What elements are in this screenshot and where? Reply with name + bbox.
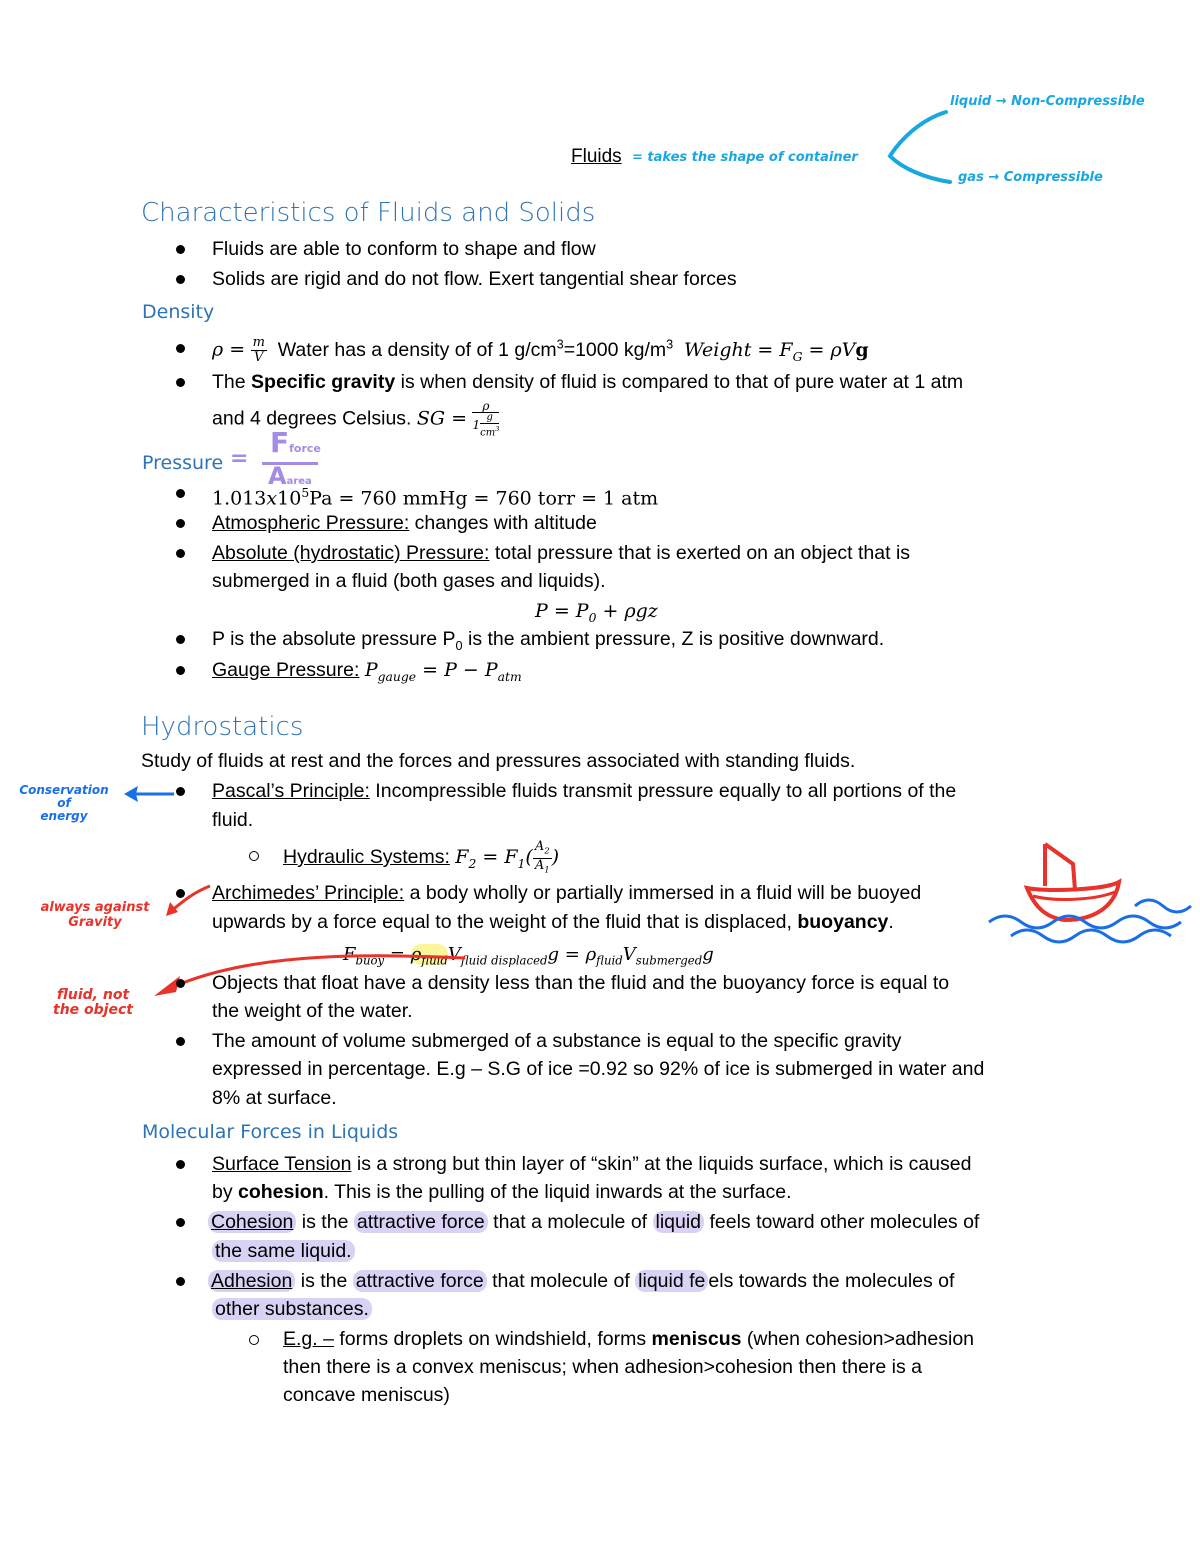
gas-handwritten-note: gas → Compressible	[958, 170, 1103, 185]
list-item: Archimedes’ Principle: a body wholly or partially immersed in a fluid will be buoyed	[212, 882, 922, 904]
list-item-continuation: upwards by a force equal to the weight of the fluid that is displaced, buoyancy.	[212, 911, 894, 933]
list-item: Cohesion is the attractive force that a molecule of liquid feels toward other molecules of	[208, 1208, 979, 1237]
bullet-dot	[176, 549, 185, 558]
bullet-dot	[176, 245, 185, 254]
list-item: Objects that float have a density less than the fluid and the buoyancy force is equal to	[212, 972, 950, 994]
density-fraction: $\frac{m}{V}$	[252, 334, 265, 365]
term-surface-tension: Surface Tension	[212, 1153, 352, 1175]
list-item: The Specific gravity is when density of fluid is compared to that of pure water at 1 atm	[212, 371, 964, 393]
list-item-continuation: other substances.	[212, 1295, 372, 1324]
bullet-dot	[176, 378, 185, 387]
sub-bullet-circle	[249, 1335, 259, 1345]
list-item	[212, 656, 522, 692]
sub-list-item: E.g. – forms droplets on windshield, forms meniscus (when cohesion>adhesion	[283, 1328, 975, 1350]
bullet-dot	[176, 1037, 185, 1046]
list-item: Adhesion is the attractive force that molecule of liquid fe els towards the molecules of	[208, 1267, 954, 1296]
buoyancy-formula: $F_{buoy} = \rho_{fluid}V_{fluid displaced}g = \rho_{fluid}V_{submerged}g$	[343, 944, 714, 968]
bullet-dot	[176, 275, 185, 284]
list-item: Pascal’s Principle: Incompressible fluids transmit pressure equally to all portions of the	[212, 780, 957, 802]
heading-characteristics: Characteristics of Fluids and Solids	[141, 198, 596, 228]
term-absolute: Absolute (hydrostatic) Pressure:	[212, 542, 490, 564]
sg-fraction: ρ 1 $\frac{g}{cm^3}$	[472, 399, 500, 439]
list-item-continuation: by cohesion. This is the pulling of the liquid inwards at the surface.	[212, 1181, 792, 1203]
list-item-continuation: expressed in percentage. E.g – S.G of ice =0.92 so 92% of ice is submerged in water and	[212, 1058, 985, 1080]
list-item-continuation: submerged in a fluid (both gases and liquids).	[212, 570, 606, 592]
list-item: Surface Tension is a strong but thin layer of “skin” at the liquids surface, which is caused	[212, 1153, 972, 1175]
paragraph: Study of fluids at rest and the forces and pressures associated with standing fluids.	[141, 750, 856, 772]
arrow-icon	[160, 880, 216, 920]
bullet-dot	[176, 635, 185, 644]
liquid-handwritten-note: liquid → Non-Compressible	[950, 94, 1145, 109]
rho-symbol: ρ =	[212, 338, 246, 361]
fluid-handwritten-note: fluid, not the object	[53, 987, 133, 1018]
page-title: Fluids	[571, 146, 622, 167]
bullet-dot	[176, 1218, 185, 1227]
sub-list-item-continuation: then there is a convex meniscus; when adhesion>cohesion then there is a	[283, 1356, 923, 1378]
list-item-continuation: fluid.	[212, 809, 254, 831]
fluids-handwritten-note: = takes the shape of container	[632, 150, 858, 165]
list-item: P is the absolute pressure $P_0$ is the ambient pressure, Z is positive downward.	[212, 628, 885, 653]
hydraulic-formula: $F_2 = F_1$( $\frac{A_2}{A_1}$ )	[455, 839, 560, 875]
list-item-continuation: the same liquid.	[212, 1237, 355, 1266]
pressure-note-area: Aarea	[268, 462, 312, 490]
heading-pressure: Pressure	[142, 452, 224, 474]
conservation-handwritten-note: Conservation of energy	[19, 783, 109, 823]
bullet-dot	[176, 666, 185, 675]
term-archimedes: Archimedes’ Principle:	[212, 882, 405, 904]
term-gauge: Gauge Pressure:	[212, 659, 360, 681]
list-item-continuation: 8% at surface.	[212, 1087, 337, 1109]
pressure-note-equals: =	[230, 446, 249, 471]
list-item	[212, 330, 869, 371]
term-cohesion: Cohesion	[208, 1211, 296, 1233]
gauge-formula: $P_{gauge} = P - P_{atm}$	[364, 659, 522, 684]
absolute-pressure-formula: $P = P_0 + \rho gz$	[535, 600, 658, 625]
sailboat-drawing	[985, 836, 1197, 946]
bullet-dot	[176, 489, 185, 498]
term-pascal: Pascal’s Principle:	[212, 780, 370, 802]
list-item: Fluids are able to conform to shape and flow	[212, 238, 596, 260]
term-adhesion: Adhesion	[208, 1270, 295, 1292]
bullet-dot	[176, 519, 185, 528]
heading-density: Density	[142, 301, 215, 323]
bullet-dot	[176, 889, 185, 898]
bracket-drawing	[880, 100, 960, 190]
weight-formula: Weight = $F_G = \rho Vg$	[684, 338, 869, 364]
gravity-handwritten-note: always against Gravity	[40, 900, 150, 930]
arrow-icon	[120, 782, 176, 806]
bullet-dot	[176, 1160, 185, 1169]
list-item: Atmospheric Pressure: changes with altitude	[212, 512, 597, 534]
term-eg: E.g. –	[283, 1328, 334, 1350]
bullet-dot	[176, 979, 185, 988]
bullet-dot	[176, 787, 185, 796]
bullet-dot	[176, 344, 185, 353]
term-hydraulic: Hydraulic Systems:	[283, 846, 450, 869]
list-item: Solids are rigid and do not flow. Exert tangential shear forces	[212, 268, 737, 290]
water-density-text: Water has a density of of 1 $g/cm^3=1000$ $kg/m^3$	[277, 337, 674, 361]
sub-list-item	[283, 840, 559, 879]
sg-formula: SG =	[416, 407, 468, 430]
heading-molecular: Molecular Forces in Liquids	[142, 1121, 399, 1143]
heading-hydrostatics: Hydrostatics	[141, 712, 304, 742]
bullet-dot	[176, 1277, 185, 1286]
list-item: The amount of volume submerged of a substance is equal to the specific gravity	[212, 1030, 902, 1052]
list-item: Absolute (hydrostatic) Pressure: total pressure that is exerted on an object that is	[212, 542, 911, 564]
sub-list-item-continuation: concave meniscus)	[283, 1384, 450, 1406]
list-item: $1.013x10^5Pa = 760$ mmHg = 760 torr = 1 atm	[212, 486, 659, 510]
specific-gravity-term: Specific gravity	[251, 371, 396, 393]
list-item-continuation: the weight of the water.	[212, 1000, 413, 1022]
term-atmospheric: Atmospheric Pressure:	[212, 512, 410, 534]
list-item-continuation: and 4 degrees Celsius. SG = ρ 1 $\frac{g}{cm^3}$	[212, 399, 500, 439]
pressure-note-force: Fforce	[270, 426, 321, 459]
sub-bullet-circle	[249, 851, 259, 861]
